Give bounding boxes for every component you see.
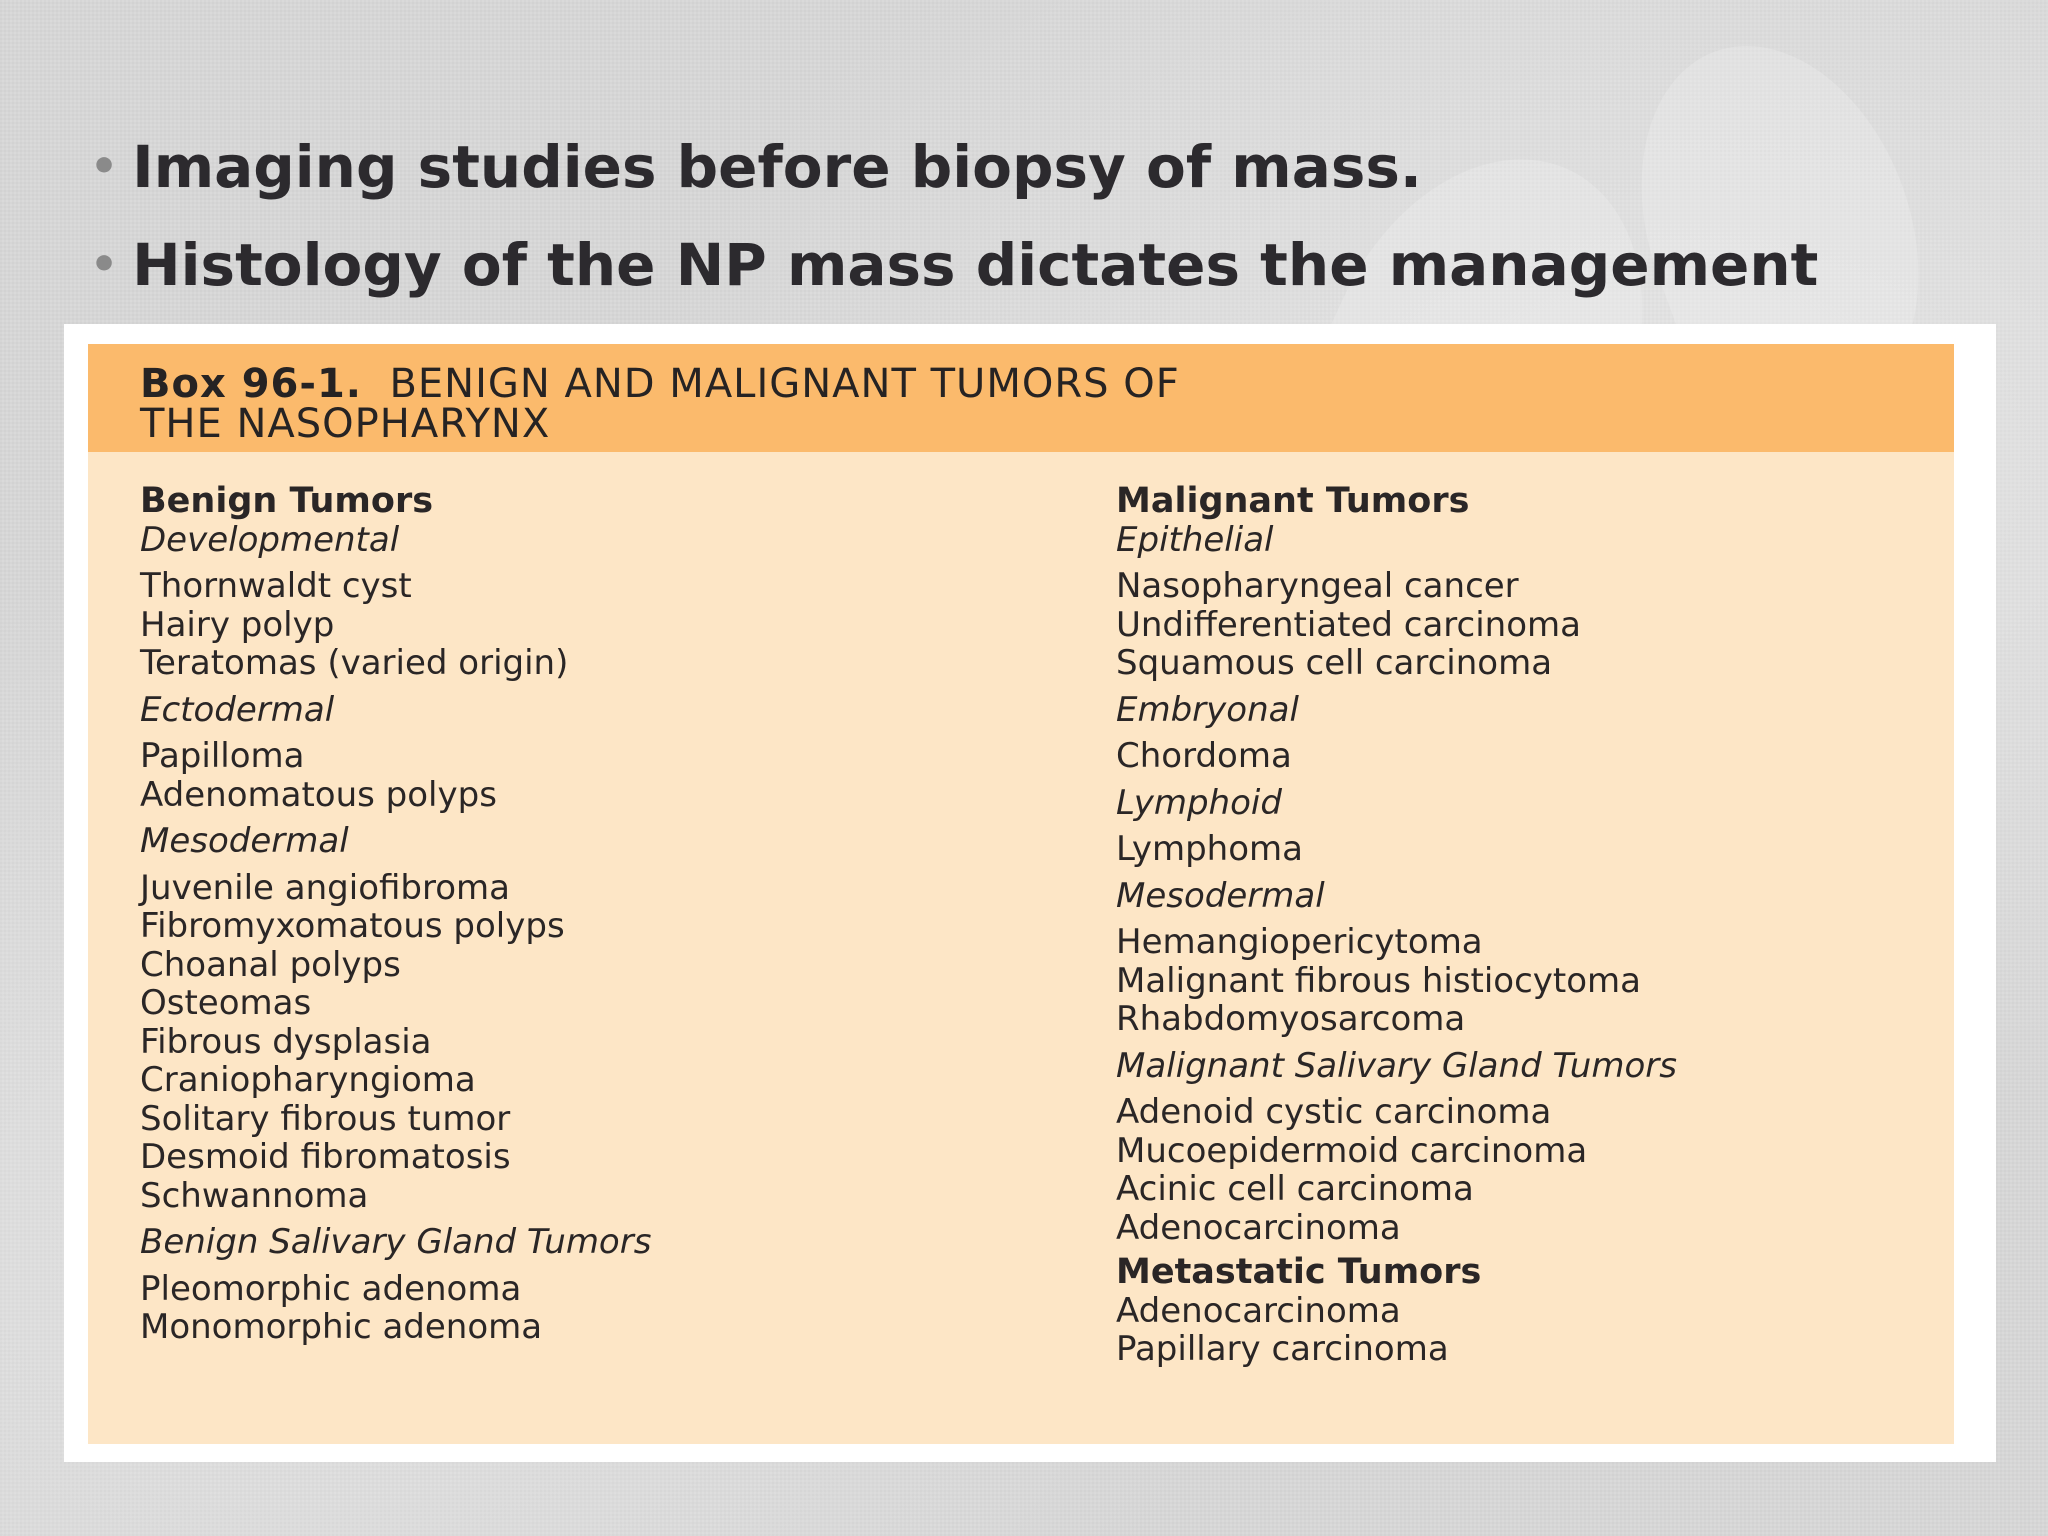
list-item: Nasopharyngeal cancer <box>1116 566 1519 606</box>
list-item: Malignant fibrous histiocytoma <box>1116 960 1642 1001</box>
box-title-line1: BENIGN AND MALIGNANT TUMORS OF <box>389 361 1180 407</box>
category-label: Epithelial <box>1116 519 1274 560</box>
bullet-text: Histology of the NP mass dictates the management <box>132 231 1819 299</box>
box-label: Box 96-1. <box>140 361 362 407</box>
category-label: Embryonal <box>1116 689 1299 730</box>
box-title-line2: THE NASOPHARYNX <box>140 401 551 447</box>
list-item: Adenoid cystic carcinoma <box>1116 1092 1552 1132</box>
list-item: Fibrous dysplasia <box>140 1021 432 1062</box>
list-item: Schwannoma <box>140 1175 369 1216</box>
column-heading: Metastatic Tumors <box>1116 1252 1482 1292</box>
benign-column <box>140 482 1040 1347</box>
list-item: Lymphoma <box>1116 829 1303 869</box>
bullet-dot-icon: • <box>90 141 119 192</box>
list-item: Desmoid fibromatosis <box>140 1137 511 1177</box>
list-item: Papilloma <box>140 736 305 776</box>
list-item: Osteomas <box>140 983 312 1023</box>
column-heading: Malignant Tumors <box>1116 481 1470 521</box>
list-item: Solitary fibrous tumor <box>140 1098 511 1139</box>
list-item: Adenocarcinoma <box>1116 1207 1401 1248</box>
category-label: Malignant Salivary Gland Tumors <box>1116 1045 1677 1086</box>
category-label: Ectodermal <box>140 689 335 730</box>
list-item: Adenocarcinoma <box>1116 1290 1401 1331</box>
bullet-text: Imaging studies before biopsy of mass. <box>132 133 1422 201</box>
bullet-list <box>90 118 1818 314</box>
category-label: Lymphoid <box>1116 782 1282 823</box>
list-item: Fibromyxomatous polyps <box>140 906 565 946</box>
category-label: Mesodermal <box>1116 875 1325 916</box>
bullet-item <box>90 118 1818 216</box>
tumor-box <box>88 344 1954 1444</box>
list-item: Adenomatous polyps <box>140 774 497 815</box>
category-label: Developmental <box>140 519 400 560</box>
list-item: Chordoma <box>1116 736 1292 776</box>
list-item: Papillary carcinoma <box>1116 1329 1449 1369</box>
list-item: Mucoepidermoid carcinoma <box>1116 1130 1588 1171</box>
malignant-column <box>1116 482 1936 1369</box>
column-heading: Benign Tumors <box>140 481 434 521</box>
list-item: Pleomorphic adenoma <box>140 1268 522 1309</box>
list-item: Juvenile angiofibroma <box>140 867 510 908</box>
box-title <box>140 361 1900 447</box>
list-item: Squamous cell carcinoma <box>1116 643 1553 683</box>
box-header <box>88 344 1954 452</box>
bullet-dot-icon: • <box>90 239 119 290</box>
list-item: Monomorphic adenoma <box>140 1307 543 1347</box>
list-item: Acinic cell carcinoma <box>1116 1169 1474 1209</box>
list-item: Rhabdomyosarcoma <box>1116 999 1466 1039</box>
list-item: Choanal polyps <box>140 944 401 985</box>
category-label: Mesodermal <box>140 821 349 861</box>
category-label: Benign Salivary Gland Tumors <box>140 1222 652 1262</box>
list-item: Hairy polyp <box>140 604 335 645</box>
list-item: Thornwaldt cyst <box>140 566 412 606</box>
table-image-frame <box>64 324 1996 1462</box>
list-item: Hemangiopericytoma <box>1116 922 1483 962</box>
bullet-item <box>90 216 1818 314</box>
list-item: Undifferentiated carcinoma <box>1116 604 1581 645</box>
list-item: Teratomas (varied origin) <box>140 643 569 683</box>
list-item: Craniopharyngioma <box>140 1060 476 1100</box>
